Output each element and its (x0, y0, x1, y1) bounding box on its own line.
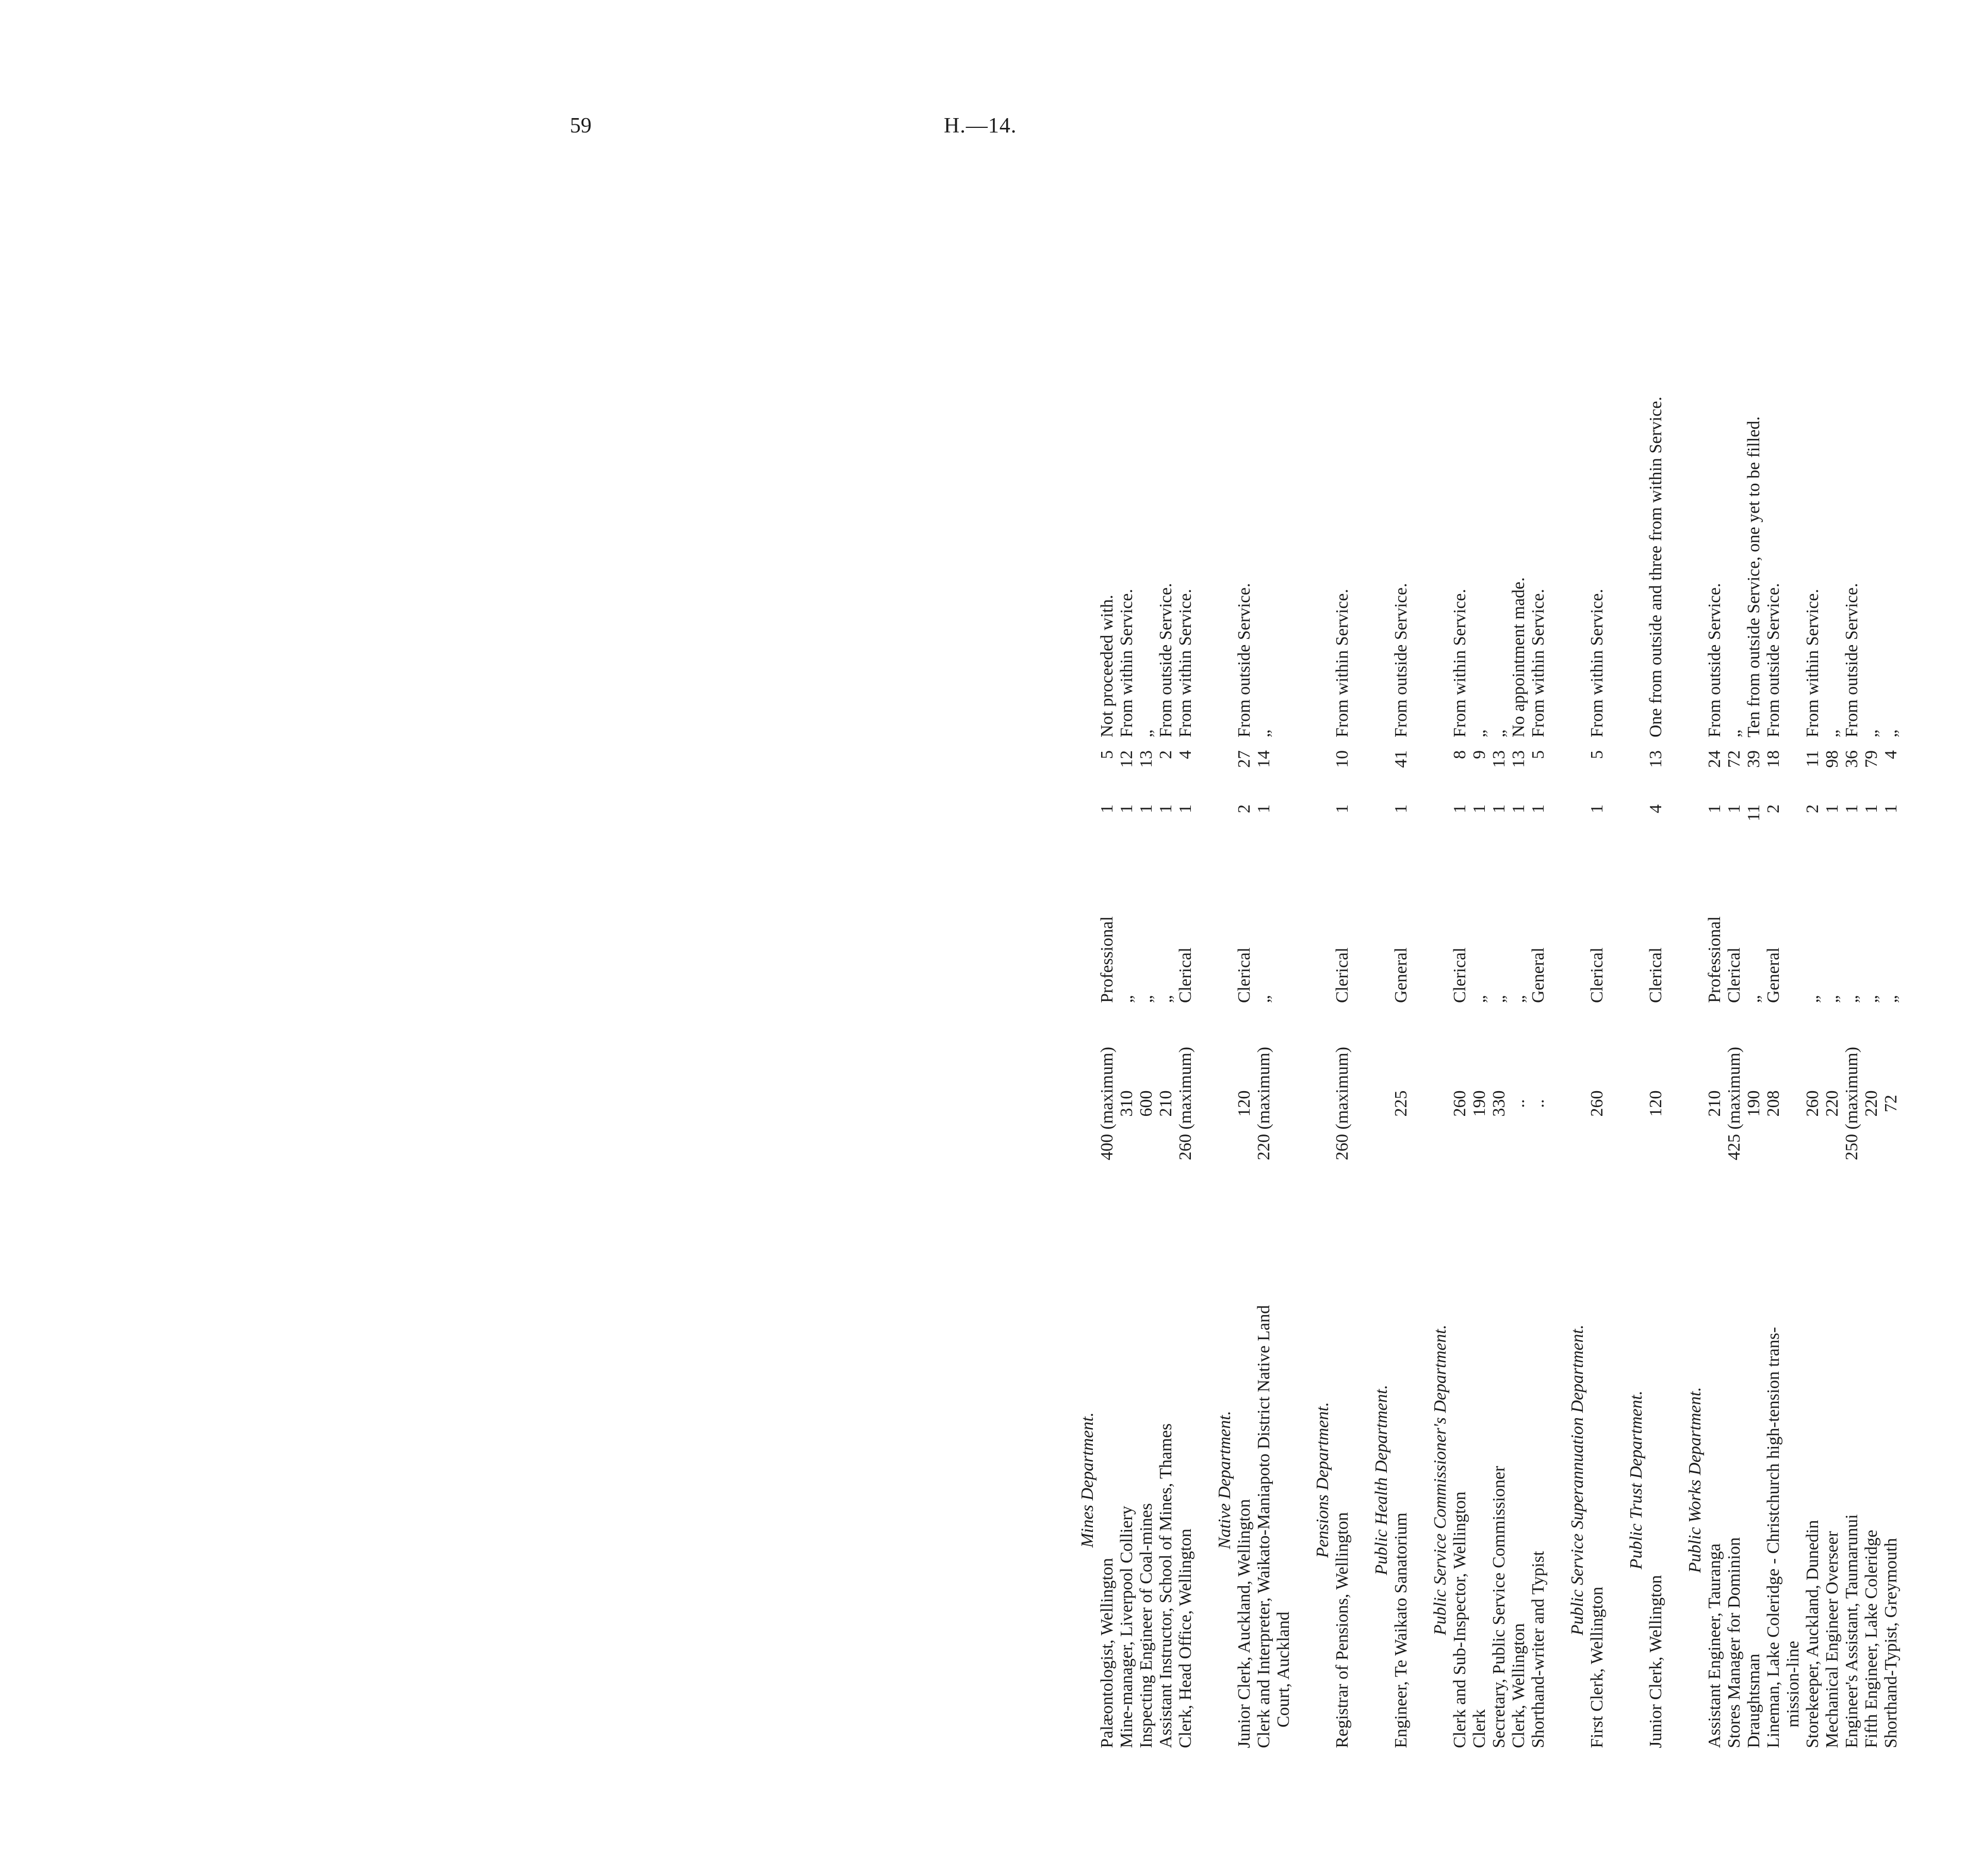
applicants-cell: 1 (1117, 804, 1136, 813)
position-cell: Palæontologist, Wellington (1098, 1558, 1117, 1748)
number-cell: 12 (1117, 750, 1136, 768)
salary-cell: 260 (1450, 1090, 1469, 1117)
table-row (1587, 108, 1607, 1748)
remarks-cell: From within Service. (1529, 588, 1548, 737)
remarks-cell: „ (1137, 729, 1156, 737)
salary-cell: 250 (maximum) (1842, 1046, 1861, 1161)
table-row (1823, 108, 1842, 1748)
remarks-cell: „ (1470, 729, 1489, 737)
position-cell: Junior Clerk, Wellington (1646, 1575, 1665, 1748)
position-cell: Clerk and Sub-Inspector, Wellington (1450, 1491, 1469, 1748)
department-heading: Public Service Superannuation Department. (1568, 1324, 1587, 1636)
division-cell: „ (1137, 995, 1156, 1003)
table-row (1235, 108, 1254, 1748)
position-cell: First Clerk, Wellington (1587, 1586, 1607, 1748)
table-row (1862, 108, 1881, 1748)
number-cell: 4 (1176, 750, 1195, 759)
table-row (1509, 108, 1529, 1748)
number-cell: 14 (1254, 750, 1273, 768)
table-row (1842, 108, 1862, 1748)
salary-cell: 600 (1137, 1090, 1156, 1117)
position-cell: Registrar of Pensions, Wellington (1333, 1512, 1352, 1748)
division-cell: „ (1803, 995, 1822, 1003)
department-heading: Public Health Department. (1372, 1385, 1391, 1575)
table-row (1156, 108, 1176, 1748)
division-cell: Clerical (1333, 947, 1352, 1003)
division-cell: Clerical (1450, 947, 1469, 1003)
table-row (1744, 108, 1764, 1748)
table-row (1176, 108, 1196, 1748)
salary-cell: .. (1509, 1099, 1528, 1108)
remarks-cell: From outside Service. (1705, 583, 1724, 737)
salary-cell: 190 (1744, 1090, 1763, 1117)
salary-cell: 208 (1764, 1090, 1783, 1117)
division-cell: „ (1470, 995, 1489, 1003)
salary-cell: 120 (1235, 1090, 1254, 1117)
position-cell: Storekeeper, Auckland, Dunedin (1803, 1520, 1822, 1748)
salary-cell: 220 (maximum) (1254, 1046, 1273, 1161)
position-cell: Secretary, Public Service Commissioner (1489, 1466, 1509, 1748)
table-row (1254, 108, 1274, 1748)
salary-cell: 260 (1587, 1090, 1607, 1117)
position-cell: Shorthand-writer and Typist (1529, 1551, 1548, 1748)
applicants-cell: 4 (1646, 804, 1665, 813)
table-row (1646, 108, 1666, 1748)
salary-cell: 120 (1646, 1090, 1665, 1117)
number-cell: 27 (1235, 750, 1254, 768)
table-row (1117, 108, 1137, 1748)
salary-cell: 220 (1823, 1090, 1842, 1117)
salary-cell: 210 (1156, 1090, 1175, 1117)
salary-cell: 225 (1391, 1090, 1411, 1117)
position-cell: Clerk and Interpreter, Waikato-Maniapoto District Native Land (1254, 1305, 1273, 1748)
table-row (1391, 108, 1411, 1748)
remarks-cell: From outside Service. (1764, 583, 1783, 737)
salary-cell: 190 (1470, 1090, 1489, 1117)
number-cell: 18 (1764, 750, 1783, 768)
division-cell: General (1764, 947, 1783, 1003)
table-row (1764, 108, 1783, 1748)
table-row (1489, 108, 1509, 1748)
page-number: 59 (570, 114, 592, 138)
number-cell: 9 (1470, 750, 1489, 759)
division-cell: „ (1744, 995, 1763, 1003)
table-row (1529, 108, 1548, 1748)
remarks-cell: „ (1823, 729, 1842, 737)
division-cell: „ (1489, 995, 1509, 1003)
division-cell: „ (1117, 995, 1136, 1003)
applicants-cell: 1 (1529, 804, 1548, 813)
position-cell: Clerk (1470, 1709, 1489, 1748)
division-cell: Clerical (1235, 947, 1254, 1003)
number-cell: 5 (1587, 750, 1607, 759)
applicants-cell: 1 (1176, 804, 1195, 813)
applicants-cell: 1 (1725, 804, 1744, 813)
department-heading: Pensions Department. (1313, 1402, 1332, 1558)
applicants-cell: 11 (1744, 804, 1763, 821)
salary-cell: 425 (maximum) (1725, 1046, 1744, 1161)
table-row (1705, 108, 1725, 1748)
applicants-cell: 1 (1509, 804, 1528, 813)
table-row (1881, 108, 1901, 1748)
department-heading: Public Service Commissioner's Department. (1431, 1324, 1450, 1636)
table-row (1137, 108, 1156, 1748)
remarks-cell: From within Service. (1803, 588, 1822, 737)
applicants-cell: 1 (1254, 804, 1273, 813)
position-cell-continued: Court, Auckland (1274, 1611, 1293, 1727)
remarks-cell: „ (1489, 729, 1509, 737)
applicants-cell: 1 (1391, 804, 1411, 813)
applicants-cell: 1 (1842, 804, 1861, 813)
remarks-cell: From within Service. (1333, 588, 1352, 737)
position-cell: Mine-manager, Liverpool Colliery (1117, 1506, 1136, 1748)
number-cell: 4 (1881, 750, 1901, 759)
position-cell: Engineer, Te Waikato Sanatorium (1391, 1512, 1411, 1748)
applicants-cell: 1 (1881, 804, 1901, 813)
applicants-cell: 1 (1098, 804, 1117, 813)
number-cell: 72 (1725, 750, 1744, 768)
position-cell: Inspecting Engineer of Coal-mines (1137, 1503, 1156, 1748)
position-cell: Clerk, Wellington (1509, 1623, 1528, 1748)
department-heading: Public Trust Department. (1627, 1390, 1646, 1570)
division-cell: Professional (1098, 916, 1117, 1003)
salary-cell: 72 (1881, 1095, 1901, 1112)
applicants-cell: 1 (1489, 804, 1509, 813)
division-cell: „ (1881, 995, 1901, 1003)
remarks-cell: „ (1725, 729, 1744, 737)
remarks-cell: From within Service. (1587, 588, 1607, 737)
position-cell: Junior Clerk, Auckland, Wellington (1235, 1499, 1254, 1748)
applicants-cell: 1 (1450, 804, 1469, 813)
division-cell: General (1529, 947, 1548, 1003)
division-cell: „ (1156, 995, 1175, 1003)
number-cell: 79 (1862, 750, 1881, 768)
position-cell: Mechanical Engineer Overseer (1823, 1531, 1842, 1748)
division-cell: Professional (1705, 916, 1724, 1003)
remarks-cell: From outside Service. (1842, 583, 1861, 737)
position-cell: Clerk, Head Office, Wellington (1176, 1528, 1195, 1748)
salary-cell: 260 (maximum) (1176, 1046, 1195, 1161)
salary-cell: 220 (1862, 1090, 1881, 1117)
division-cell: „ (1823, 995, 1842, 1003)
number-cell: 5 (1529, 750, 1548, 759)
remarks-cell: Ten from outside Service, one yet to be filled. (1744, 416, 1763, 737)
table-row (1098, 108, 1117, 1748)
position-cell: Draughtsman (1744, 1653, 1763, 1748)
remarks-cell: From within Service. (1176, 588, 1195, 737)
department-heading: Native Department. (1215, 1410, 1234, 1550)
table-row-continuation (1783, 108, 1803, 1748)
salary-cell: 330 (1489, 1090, 1509, 1117)
position-cell: Assistant Instructor, School of Mines, Thames (1156, 1423, 1175, 1748)
department-heading: Mines Department. (1078, 1412, 1097, 1548)
number-cell: 11 (1803, 750, 1822, 767)
document-reference: H.—14. (944, 114, 1017, 138)
salary-cell: 260 (1803, 1090, 1822, 1117)
appointments-table (1057, 108, 1965, 1748)
remarks-cell: „ (1254, 729, 1273, 737)
number-cell: 41 (1391, 750, 1411, 768)
position-cell: Shorthand-Typist, Greymouth (1881, 1538, 1901, 1748)
position-cell: Engineer's Assistant, Taumarunui (1842, 1514, 1861, 1748)
number-cell: 98 (1823, 750, 1842, 768)
table-row (1803, 108, 1823, 1748)
department-heading: Public Works Department. (1685, 1387, 1705, 1573)
number-cell: 13 (1509, 750, 1528, 768)
table-row (1333, 108, 1352, 1748)
remarks-cell: From outside Service. (1156, 583, 1175, 737)
salary-cell: 260 (maximum) (1333, 1046, 1352, 1161)
position-cell: Fifth Engineer, Lake Coleridge (1862, 1529, 1881, 1748)
number-cell: 2 (1156, 750, 1175, 759)
remarks-cell: From within Service. (1117, 588, 1136, 737)
remarks-cell: „ (1862, 729, 1881, 737)
applicants-cell: 1 (1823, 804, 1842, 813)
number-cell: 39 (1744, 750, 1763, 768)
division-cell: General (1391, 947, 1411, 1003)
applicants-cell: 2 (1764, 804, 1783, 813)
position-cell: Lineman, Lake Coleridge - Christchurch high-tension trans- (1764, 1327, 1783, 1748)
applicants-cell: 1 (1862, 804, 1881, 813)
applicants-cell: 1 (1470, 804, 1489, 813)
number-cell: 8 (1450, 750, 1469, 759)
salary-cell: 310 (1117, 1090, 1136, 1117)
applicants-cell: 1 (1137, 804, 1156, 813)
position-cell: Stores Manager for Dominion (1725, 1537, 1744, 1748)
applicants-cell: 2 (1803, 804, 1822, 813)
remarks-cell: From outside Service. (1391, 583, 1411, 737)
applicants-cell: 2 (1235, 804, 1254, 813)
division-cell: Clerical (1176, 947, 1195, 1003)
applicants-cell: 1 (1333, 804, 1352, 813)
number-cell: 36 (1842, 750, 1861, 768)
table-row (1450, 108, 1470, 1748)
division-cell: Clerical (1587, 947, 1607, 1003)
number-cell: 13 (1646, 750, 1665, 768)
number-cell: 5 (1098, 750, 1117, 759)
salary-cell: 210 (1705, 1090, 1724, 1117)
salary-cell: 400 (maximum) (1098, 1046, 1117, 1161)
number-cell: 13 (1489, 750, 1509, 768)
number-cell: 10 (1333, 750, 1352, 768)
remarks-cell: From outside Service. (1235, 583, 1254, 737)
table-row (1470, 108, 1489, 1748)
remarks-cell: No appointment made. (1509, 577, 1528, 737)
applicants-cell: 1 (1156, 804, 1175, 813)
division-cell: „ (1509, 995, 1528, 1003)
remarks-cell: One from outside and three from within Service. (1646, 397, 1665, 737)
number-cell: 24 (1705, 750, 1724, 768)
division-cell: „ (1862, 995, 1881, 1003)
division-cell: Clerical (1725, 947, 1744, 1003)
remarks-cell: From within Service. (1450, 588, 1469, 737)
division-cell: Clerical (1646, 947, 1665, 1003)
division-cell: „ (1254, 995, 1273, 1003)
table-row (1725, 108, 1744, 1748)
applicants-cell: 1 (1587, 804, 1607, 813)
position-cell-continued: mission-line (1783, 1640, 1803, 1727)
position-cell: Assistant Engineer, Tauranga (1705, 1543, 1724, 1748)
remarks-cell: „ (1881, 729, 1901, 737)
table-row-continuation (1274, 108, 1293, 1748)
salary-cell: .. (1529, 1099, 1548, 1108)
number-cell: 13 (1137, 750, 1156, 768)
applicants-cell: 1 (1705, 804, 1724, 813)
remarks-cell: Not proceeded with. (1098, 595, 1117, 737)
division-cell: „ (1842, 995, 1861, 1003)
